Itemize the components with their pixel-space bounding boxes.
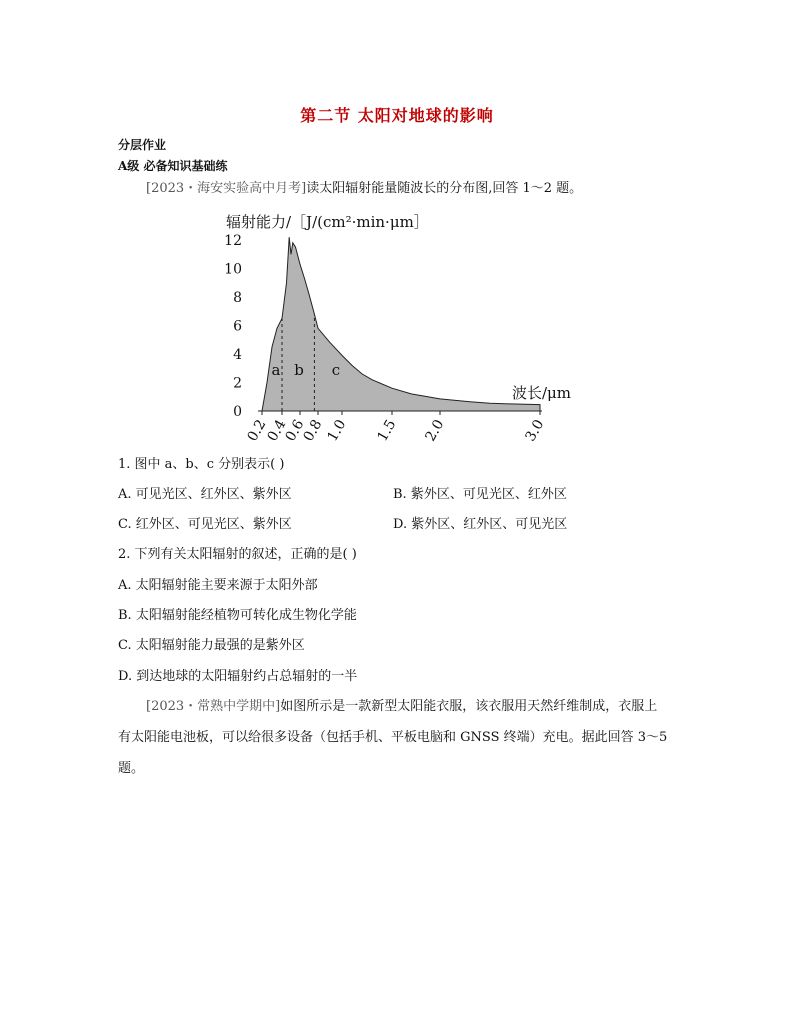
q1-option-c: C. 红外区、可见光区、紫外区	[118, 517, 292, 532]
radiation-area	[262, 237, 540, 411]
intro-2-line-1: 如图所示是一款新型太阳能衣服，该衣服用天然纤维制成，衣服上	[280, 699, 658, 714]
q1-option-a: A. 可见光区、红外区、紫外区	[118, 487, 292, 502]
intro-2-line-2: 有太阳能电池板，可以给很多设备（包括手机、平板电脑和 GNSS 终端）充电。据此回答 3～5	[118, 730, 668, 745]
level-heading: A级 必备知识基础练	[118, 159, 228, 173]
region-label-c: c	[331, 361, 341, 379]
q2-option-c: C. 太阳辐射能力最强的是紫外区	[118, 638, 305, 653]
x-tick-label: 1.5	[374, 417, 400, 445]
y-tick-label: 6	[233, 318, 242, 335]
radiation-chart	[220, 205, 572, 445]
q1-stem: 1. 图中 a、b、c 分别表示( )	[118, 457, 285, 472]
q1-option-d: D. 紫外区、红外区、可见光区	[393, 517, 568, 532]
x-tick-label: 1.0	[324, 417, 350, 445]
q2-stem: 2. 下列有关太阳辐射的叙述，正确的是( )	[118, 547, 357, 562]
y-axis-label: 辐射能力/［J/(cm²·min·μm］	[226, 213, 429, 231]
x-axis-label: 波长/μm	[512, 384, 572, 402]
page-title: 第二节 太阳对地球的影响	[300, 106, 494, 125]
x-tick-label: 0.4	[264, 417, 290, 445]
intro-2-source: [2023・常熟中学期中]	[146, 699, 281, 714]
x-tick-label: 2.0	[422, 417, 448, 445]
intro-1-text: 读太阳辐射能量随波长的分布图,回答 1～2 题。	[306, 181, 583, 196]
y-tick-label: 8	[233, 290, 242, 306]
intro-1-source: [2023・海安实验高中月考]	[146, 181, 307, 196]
intro-2	[146, 698, 657, 716]
x-tick-label: 0.6	[282, 417, 308, 445]
q1-option-b: B. 紫外区、可见光区、红外区	[393, 487, 567, 502]
q2-option-b: B. 太阳辐射能经植物可转化成生物化学能	[118, 608, 357, 623]
x-tick-label: 0.2	[244, 417, 270, 445]
region-label-a: a	[271, 361, 281, 379]
y-tick-label: 2	[233, 375, 242, 392]
intro-2-line-3: 题。	[118, 761, 145, 776]
section-heading: 分层作业	[118, 138, 167, 152]
y-tick-label: 0	[233, 404, 242, 420]
y-tick-label: 4	[233, 347, 242, 363]
q2-option-d: D. 到达地球的太阳辐射约占总辐射的一半	[118, 669, 358, 684]
q2-option-a: A. 太阳辐射能主要来源于太阳外部	[118, 578, 318, 593]
x-ticks	[244, 411, 547, 444]
x-tick-label: 3.0	[522, 417, 548, 445]
y-tick-label: 10	[224, 261, 242, 278]
y-tick-label: 12	[224, 233, 242, 249]
region-label-b: b	[294, 361, 304, 379]
y-ticks	[224, 233, 242, 420]
intro-1	[146, 180, 582, 198]
x-tick-label: 0.8	[300, 417, 326, 445]
